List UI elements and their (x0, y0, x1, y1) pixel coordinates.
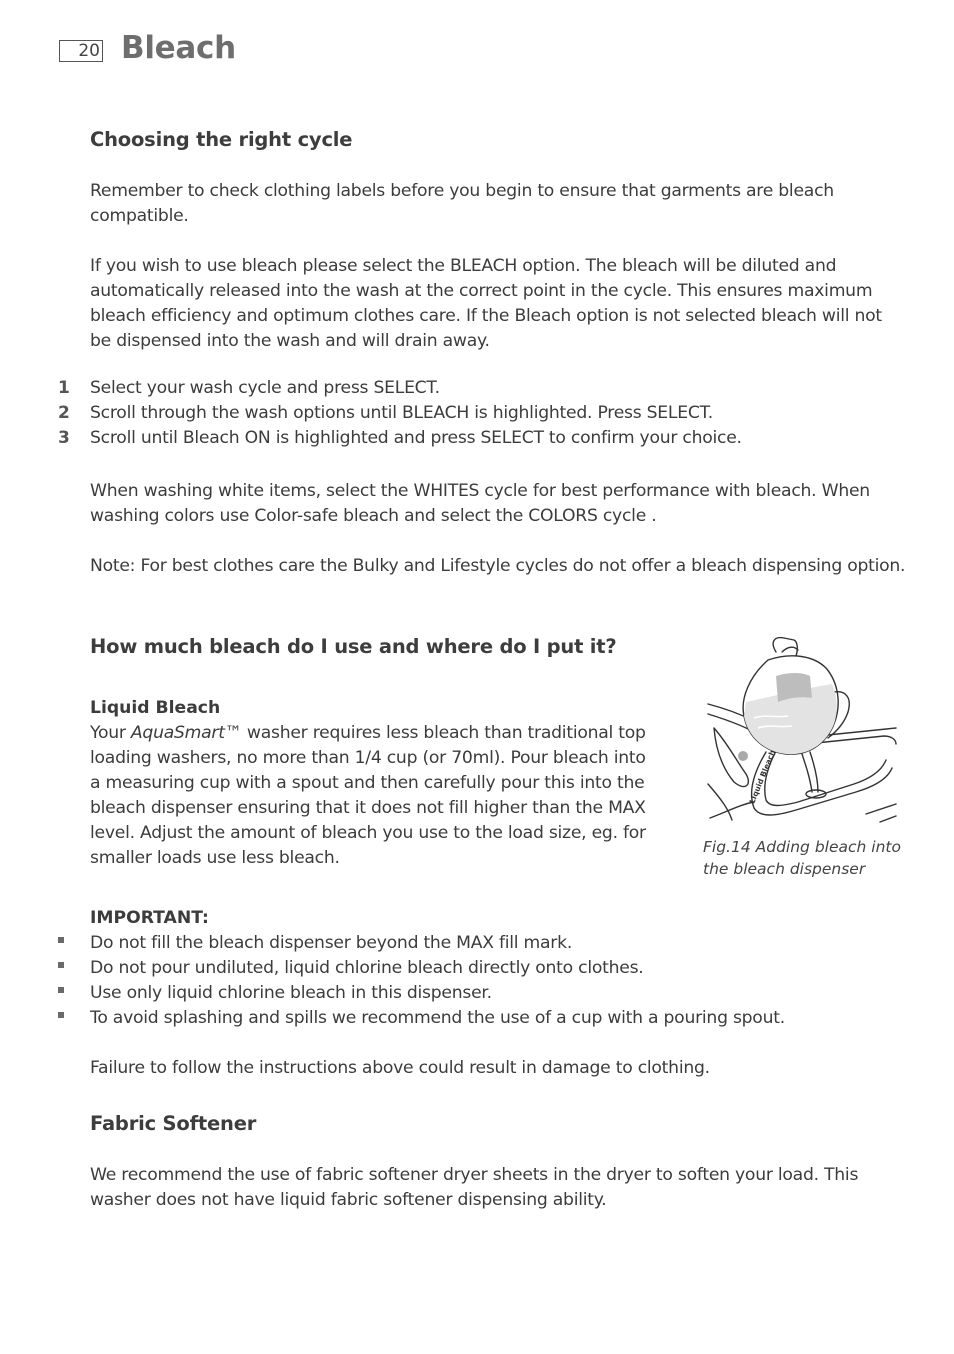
paragraph-check-labels: Remember to check clothing labels before you begin to ensure that garments are bleach compatible. (90, 181, 834, 226)
step-text: Scroll until Bleach ON is highlighted and press SELECT to confirm your choice. (90, 428, 742, 448)
bullet-marker (58, 987, 64, 993)
note-text: Note: For best clothes care the Bulky and Lifestyle cycles do not offer a bleach dispensing option. (90, 556, 906, 576)
page-title: Bleach (121, 30, 236, 66)
warning-text: Failure to follow the instructions above could result in damage to clothing. (90, 1058, 710, 1078)
important-item: Do not fill the bleach dispenser beyond the MAX fill mark. (90, 933, 573, 953)
subheading-liquid-bleach: Liquid Bleach (90, 698, 221, 718)
section-heading-choosing-cycle: Choosing the right cycle (90, 128, 353, 151)
important-item: Do not pour undiluted, liquid chlorine bleach directly onto clothes. (90, 958, 644, 978)
section-heading-how-much-bleach: How much bleach do I use and where do I put it? (90, 635, 617, 658)
step-number: 3 (58, 428, 70, 448)
paragraph-fabric-softener: We recommend the use of fabric softener dryer sheets in the dryer to soften your load. This washer does not have liquid fabric softener dispensing ability. (90, 1165, 859, 1210)
page-number: 20 (59, 40, 103, 62)
figure-caption: Fig.14 Adding bleach into the bleach dispenser (703, 838, 901, 878)
step-text: Scroll through the wash options until BLEACH is highlighted. Press SELECT. (90, 403, 714, 423)
bullet-marker (58, 1012, 64, 1018)
bleach-dispenser-illustration (706, 632, 898, 824)
dispenser-label: Liquid Bleach (747, 748, 778, 805)
step-text: Select your wash cycle and press SELECT. (90, 378, 440, 398)
important-item: To avoid splashing and spills we recommend the use of a cup with a pouring spout. (90, 1008, 785, 1028)
paragraph-liquid-bleach: Your AquaSmart™ washer requires less bleach than traditional top loading washers, no more than 1/4 cup (or 70ml). Pour bleach into a measuring cup with a spout and then carefully pour this into the bleach dispenser ensuring that it does not fill higher than the MAX level. Adjust the amount of bleach you use to the load size, eg. for smaller loads use less bleach. (90, 723, 646, 868)
step-number: 1 (58, 378, 70, 398)
paragraph-bleach-option: If you wish to use bleach please select the BLEACH option. The bleach will be diluted and automatically released into the wash at the correct point in the cycle. This ensures maximum bleach efficiency and optimum clothes care. If the Bleach option is not selected bleach will not be dispensed into the wash and will drain away. (90, 256, 882, 351)
step-number: 2 (58, 403, 70, 423)
bullet-marker (58, 937, 64, 943)
section-heading-fabric-softener: Fabric Softener (90, 1112, 257, 1135)
important-label: IMPORTANT: (90, 908, 209, 928)
brand-name: AquaSmart (130, 723, 225, 743)
paragraph-whites-colors: When washing white items, select the WHITES cycle for best performance with bleach. When washing colors use Color-safe bleach and select the COLORS cycle . (90, 481, 870, 526)
bullet-marker (58, 962, 64, 968)
important-item: Use only liquid chlorine bleach in this dispenser. (90, 983, 492, 1003)
